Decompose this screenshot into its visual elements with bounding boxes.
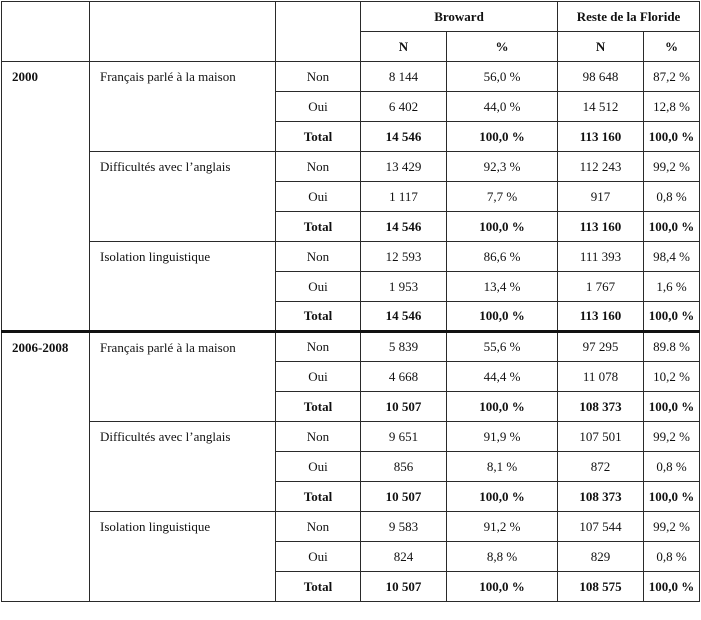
reste-n: 108 575 (558, 572, 644, 602)
category-label: Non (276, 422, 361, 452)
broward-pct: 56,0 % (447, 62, 558, 92)
variable-label: Isolation linguistique (90, 242, 276, 332)
broward-n: 10 507 (361, 572, 447, 602)
reste-pct: 12,8 % (644, 92, 700, 122)
category-label: Oui (276, 542, 361, 572)
table-body (2, 62, 700, 602)
reste-n: 14 512 (558, 92, 644, 122)
reste-pct: 99,2 % (644, 512, 700, 542)
reste-pct: 89.8 % (644, 332, 700, 362)
table-row (2, 242, 700, 272)
reste-n: 872 (558, 452, 644, 482)
category-label: Oui (276, 362, 361, 392)
variable-label: Difficultés avec l’anglais (90, 422, 276, 512)
category-label: Total (276, 572, 361, 602)
broward-n: 856 (361, 452, 447, 482)
category-label: Total (276, 302, 361, 332)
broward-pct: 100,0 % (447, 302, 558, 332)
header-blank-year (2, 2, 90, 62)
header-broward: Broward (361, 2, 558, 32)
reste-n: 11 078 (558, 362, 644, 392)
header-blank-variable (90, 2, 276, 62)
broward-n: 13 429 (361, 152, 447, 182)
table-row (2, 62, 700, 92)
reste-n: 113 160 (558, 122, 644, 152)
reste-pct: 99,2 % (644, 152, 700, 182)
table-row (2, 332, 700, 362)
reste-pct: 10,2 % (644, 362, 700, 392)
broward-pct: 91,9 % (447, 422, 558, 452)
category-label: Total (276, 122, 361, 152)
reste-pct: 0,8 % (644, 452, 700, 482)
reste-pct: 0,8 % (644, 542, 700, 572)
broward-pct: 100,0 % (447, 212, 558, 242)
broward-n: 10 507 (361, 482, 447, 512)
header-reste-pct: % (644, 32, 700, 62)
broward-pct: 92,3 % (447, 152, 558, 182)
category-label: Total (276, 482, 361, 512)
broward-pct: 8,1 % (447, 452, 558, 482)
broward-n: 14 546 (361, 212, 447, 242)
category-label: Oui (276, 92, 361, 122)
category-label: Non (276, 242, 361, 272)
broward-n: 5 839 (361, 332, 447, 362)
broward-pct: 44,4 % (447, 362, 558, 392)
header-broward-pct: % (447, 32, 558, 62)
reste-n: 108 373 (558, 482, 644, 512)
broward-n: 1 953 (361, 272, 447, 302)
broward-n: 6 402 (361, 92, 447, 122)
header-broward-n: N (361, 32, 447, 62)
reste-pct: 1,6 % (644, 272, 700, 302)
category-label: Total (276, 392, 361, 422)
broward-pct: 7,7 % (447, 182, 558, 212)
category-label: Non (276, 332, 361, 362)
broward-n: 9 583 (361, 512, 447, 542)
broward-n: 12 593 (361, 242, 447, 272)
broward-pct: 100,0 % (447, 482, 558, 512)
broward-pct: 100,0 % (447, 392, 558, 422)
broward-pct: 8,8 % (447, 542, 558, 572)
table-row (2, 512, 700, 542)
category-label: Non (276, 512, 361, 542)
reste-pct: 100,0 % (644, 212, 700, 242)
broward-n: 4 668 (361, 362, 447, 392)
reste-n: 107 544 (558, 512, 644, 542)
reste-n: 112 243 (558, 152, 644, 182)
reste-pct: 100,0 % (644, 122, 700, 152)
reste-n: 917 (558, 182, 644, 212)
broward-n: 9 651 (361, 422, 447, 452)
reste-n: 1 767 (558, 272, 644, 302)
reste-n: 113 160 (558, 212, 644, 242)
reste-pct: 100,0 % (644, 302, 700, 332)
table-row (2, 422, 700, 452)
header-blank-category (276, 2, 361, 62)
category-label: Non (276, 152, 361, 182)
reste-pct: 100,0 % (644, 482, 700, 512)
category-label: Oui (276, 452, 361, 482)
reste-n: 829 (558, 542, 644, 572)
reste-n: 108 373 (558, 392, 644, 422)
broward-pct: 44,0 % (447, 92, 558, 122)
broward-pct: 13,4 % (447, 272, 558, 302)
variable-label: Difficultés avec l’anglais (90, 152, 276, 242)
reste-n: 113 160 (558, 302, 644, 332)
broward-n: 824 (361, 542, 447, 572)
reste-pct: 100,0 % (644, 392, 700, 422)
broward-pct: 55,6 % (447, 332, 558, 362)
broward-n: 14 546 (361, 302, 447, 332)
table-row (2, 152, 700, 182)
variable-label: Français parlé à la maison (90, 62, 276, 152)
broward-n: 1 117 (361, 182, 447, 212)
year-label: 2000 (2, 62, 90, 332)
broward-pct: 100,0 % (447, 122, 558, 152)
reste-pct: 0,8 % (644, 182, 700, 212)
category-label: Non (276, 62, 361, 92)
variable-label: Isolation linguistique (90, 512, 276, 602)
broward-pct: 91,2 % (447, 512, 558, 542)
category-label: Oui (276, 272, 361, 302)
data-table (1, 1, 700, 602)
reste-n: 111 393 (558, 242, 644, 272)
year-label: 2006-2008 (2, 332, 90, 602)
category-label: Oui (276, 182, 361, 212)
header-reste-n: N (558, 32, 644, 62)
variable-label: Français parlé à la maison (90, 332, 276, 422)
broward-pct: 100,0 % (447, 572, 558, 602)
header-row-groups (2, 2, 700, 32)
broward-n: 8 144 (361, 62, 447, 92)
reste-pct: 87,2 % (644, 62, 700, 92)
header-reste-floride: Reste de la Floride (558, 2, 700, 32)
broward-pct: 86,6 % (447, 242, 558, 272)
reste-n: 98 648 (558, 62, 644, 92)
reste-n: 97 295 (558, 332, 644, 362)
reste-n: 107 501 (558, 422, 644, 452)
category-label: Total (276, 212, 361, 242)
reste-pct: 98,4 % (644, 242, 700, 272)
reste-pct: 100,0 % (644, 572, 700, 602)
reste-pct: 99,2 % (644, 422, 700, 452)
broward-n: 10 507 (361, 392, 447, 422)
broward-n: 14 546 (361, 122, 447, 152)
